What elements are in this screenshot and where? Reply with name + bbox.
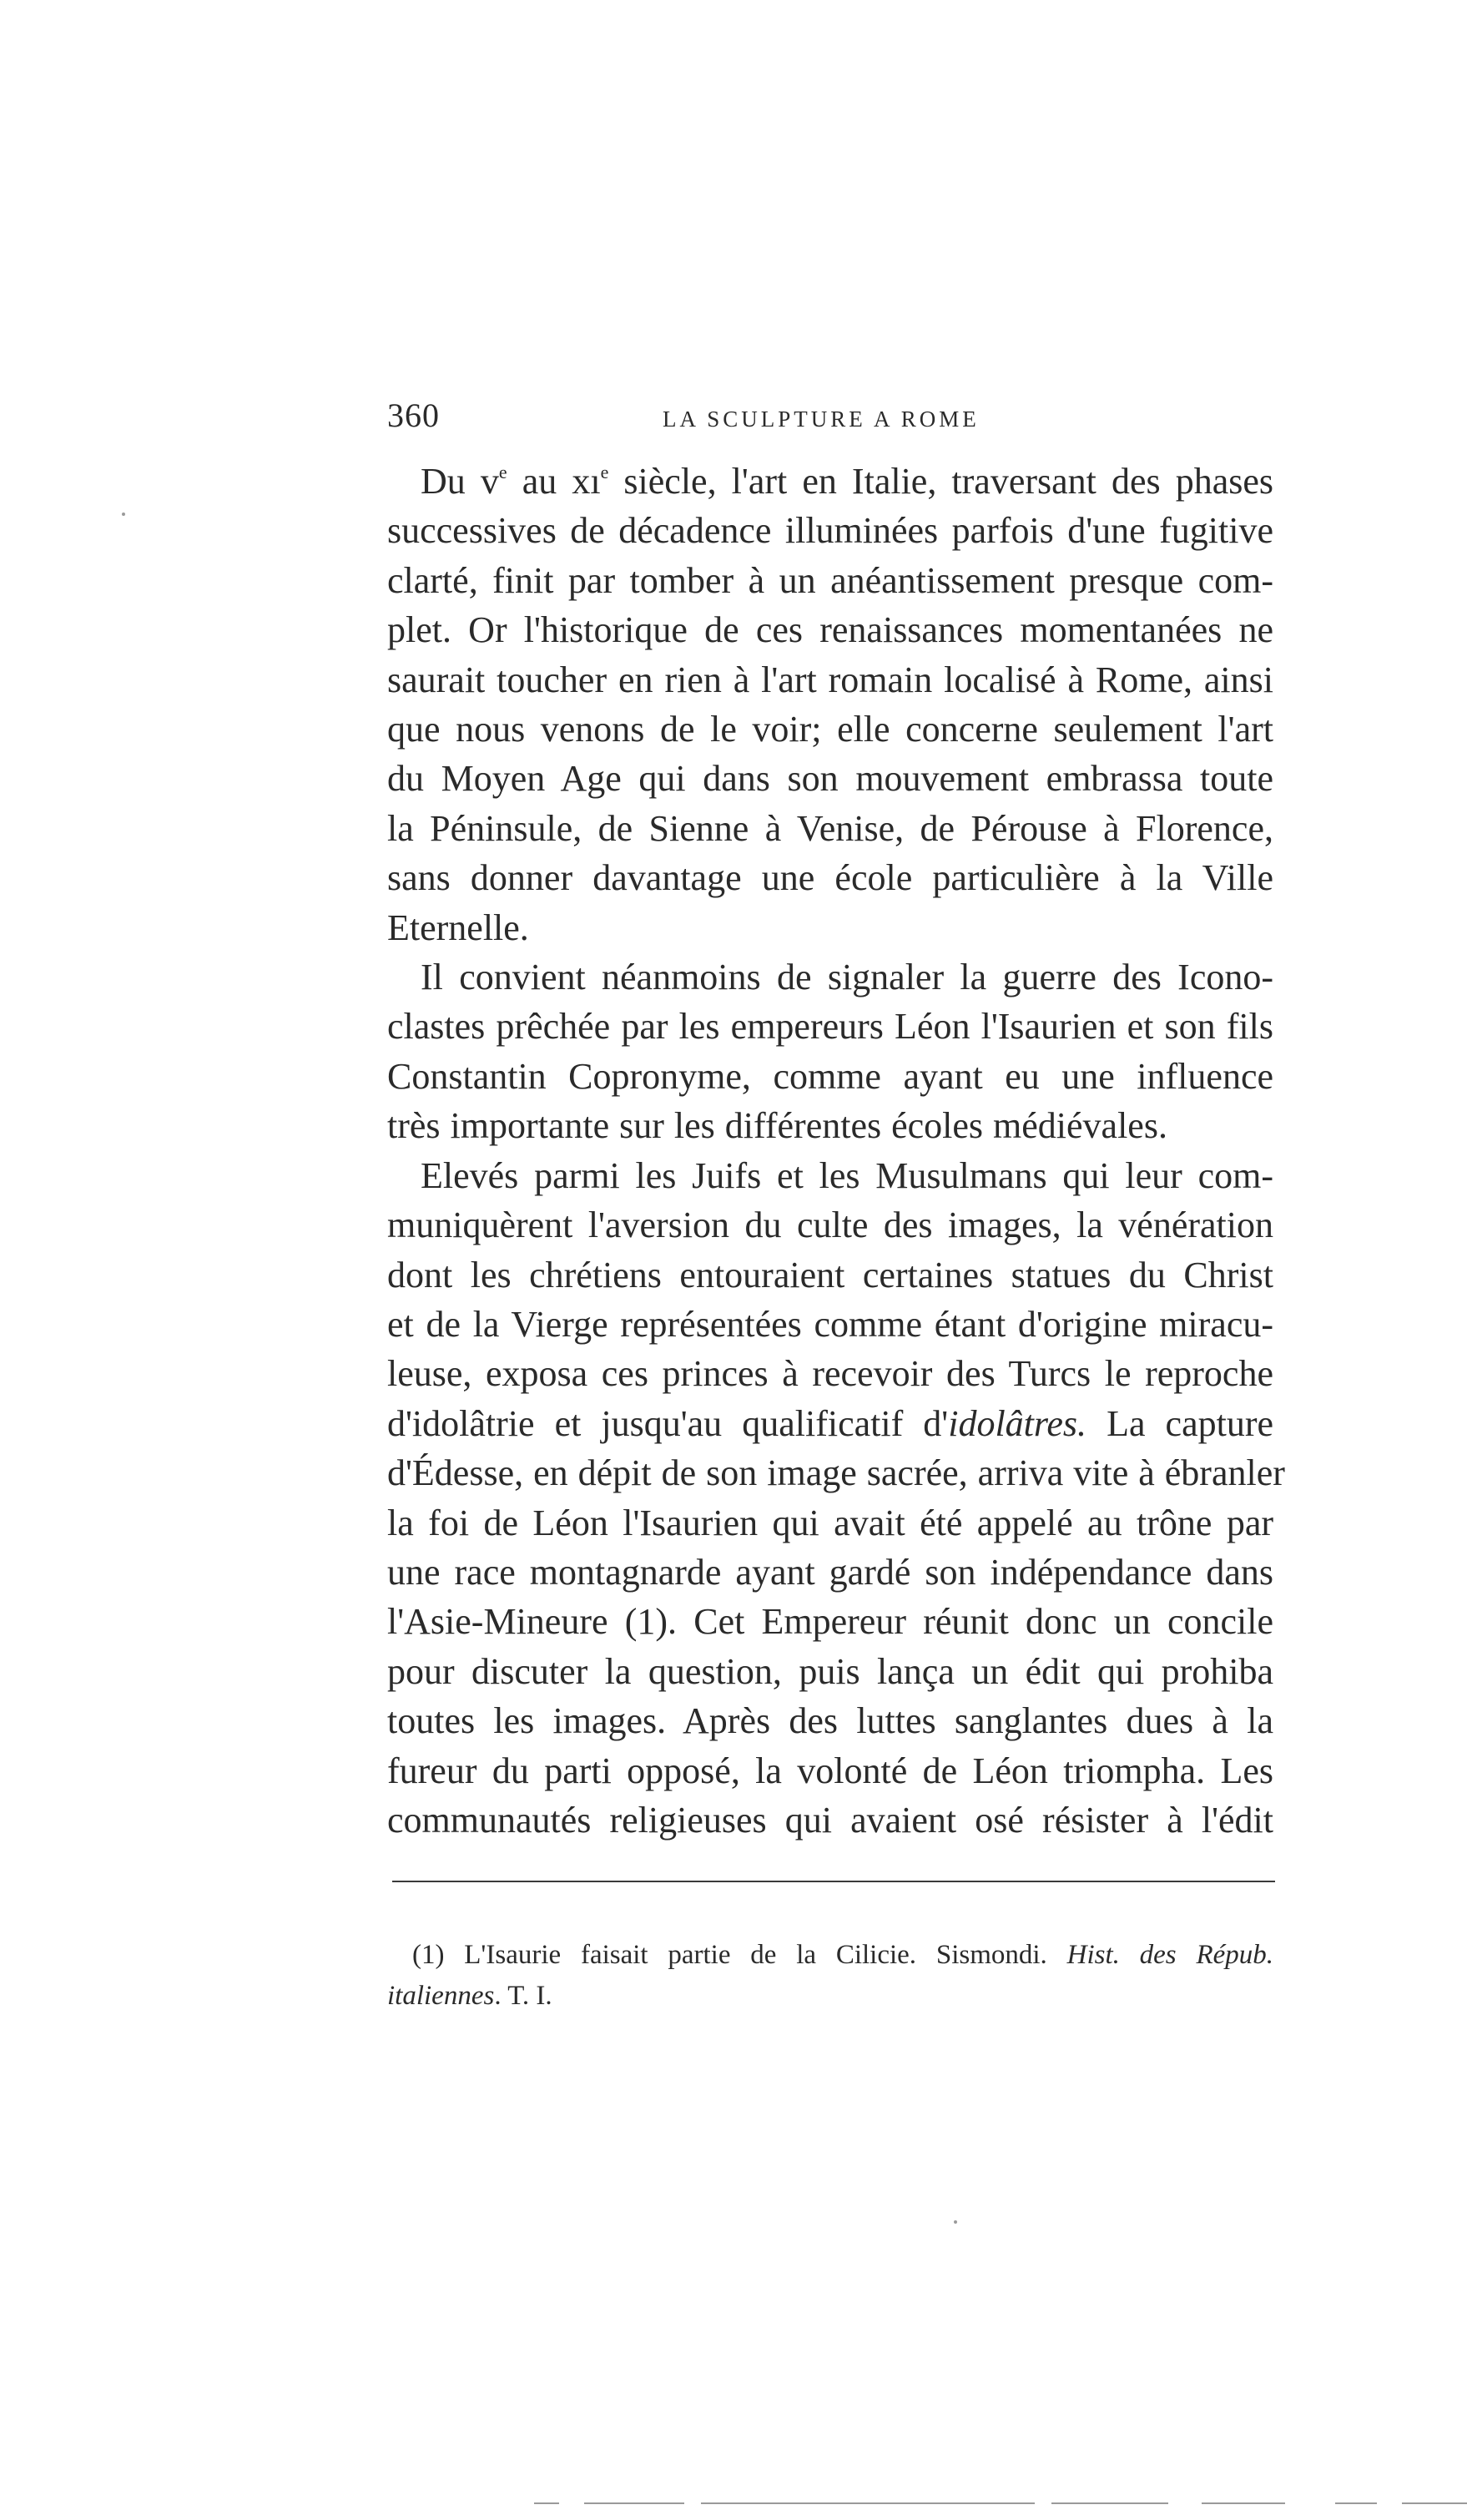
- text-line: la foi de Léon l'Isaurien qui avait été appelé au trône par: [387, 1502, 1273, 1543]
- text-run: siècle, l'art en Italie, traversant des phases: [608, 461, 1273, 502]
- text-line: plet. Or l'historique de ces renaissances momentanées ne: [387, 609, 1273, 651]
- text-line: fureur du parti opposé, la volonté de Léon triompha. Les: [387, 1750, 1273, 1791]
- text-line: toutes les images. Après des luttes sanglantes dues à la: [387, 1700, 1273, 1742]
- paragraph-1: [387, 457, 1273, 952]
- text-line: leuse, exposa ces princes à recevoir des Turcs le reproche: [387, 1353, 1273, 1395]
- superscript: e: [600, 462, 609, 482]
- text-line: Elevés parmi les Juifs et les Musulmans qui leur com-: [421, 1154, 1273, 1196]
- footnote-line: [387, 1935, 1273, 1976]
- text-run: La capture: [1086, 1402, 1274, 1444]
- text-line: successives de décadence illuminées parfois d'une fugitive: [387, 510, 1273, 552]
- footnote: [387, 1935, 1273, 2017]
- text-line: Il convient néanmoins de signaler la guerre des Icono-: [421, 957, 1273, 998]
- text-line: et de la Vierge représentées comme étant d'origine miracu-: [387, 1303, 1273, 1345]
- text-line: pour discuter la question, puis lança un édit qui prohiba: [387, 1650, 1273, 1692]
- scan-edge-marks: [534, 2502, 1467, 2504]
- text-line: muniquèrent l'aversion du culte des images, la vénération: [387, 1204, 1273, 1246]
- italic-citation: italiennes: [387, 1981, 495, 2011]
- superscript: e: [498, 462, 507, 482]
- text-line: Eternelle.: [387, 906, 529, 948]
- running-title: LA SCULPTURE A ROME: [663, 407, 980, 432]
- text-line: que nous venons de le voir; elle concerne seulement l'art: [387, 709, 1273, 750]
- text-line: sans donner davantage une école particulière à la Ville: [387, 857, 1273, 899]
- text-line: d'Édesse, en dépit de son image sacrée, arriva vite à ébranler: [387, 1452, 1285, 1494]
- paper-speck: [122, 513, 125, 516]
- italic-term: idolâtres.: [948, 1402, 1087, 1444]
- running-head: [387, 391, 1273, 441]
- text-line: dont les chrétiens entouraient certaines statues du Christ: [387, 1254, 1273, 1295]
- text-line: Constantin Copronyme, comme ayant eu une influence: [387, 1055, 1273, 1097]
- text-run: Du v: [421, 461, 499, 502]
- text-line: du Moyen Age qui dans son mouvement embrassa toute: [387, 758, 1273, 800]
- text-run: au xı: [507, 461, 601, 502]
- paragraph-2: [387, 952, 1273, 1151]
- text-run: (1) L'Isaurie faisait partie de la Cilicie. Sismondi.: [412, 1940, 1067, 1970]
- paragraph-3: [387, 1151, 1285, 1846]
- text-line: la Péninsule, de Sienne à Venise, de Pérouse à Florence,: [387, 807, 1273, 849]
- italic-citation: Hist. des Répub.: [1066, 1940, 1273, 1970]
- text-line: communautés religieuses qui avaient osé résister à l'édit: [387, 1799, 1273, 1841]
- page-number: 360: [387, 396, 440, 434]
- body-text: [387, 457, 1285, 1845]
- text-run: d'idolâtrie et jusqu'au qualificatif d': [387, 1402, 949, 1444]
- footnote-line: [387, 1976, 1273, 2017]
- text-line: très importante sur les différentes écoles médiévales.: [387, 1105, 1167, 1147]
- text-line: l'Asie-Mineure (1). Cet Empereur réunit donc un concile: [387, 1601, 1273, 1643]
- text-line: [387, 457, 1273, 506]
- paper-speck: [954, 2220, 957, 2224]
- text-run: . T. I.: [494, 1981, 552, 2011]
- footnote-rule: [392, 1881, 1275, 1882]
- text-line: saurait toucher en rien à l'art romain localisé à Rome, ainsi: [387, 659, 1273, 700]
- text-line: clastes prêchée par les empereurs Léon l'Isaurien et son fils: [387, 1006, 1273, 1048]
- text-line: [387, 1399, 1273, 1448]
- text-line: clarté, finit par tomber à un anéantissement presque com-: [387, 559, 1273, 601]
- text-line: une race montagnarde ayant gardé son indépendance dans: [387, 1551, 1273, 1593]
